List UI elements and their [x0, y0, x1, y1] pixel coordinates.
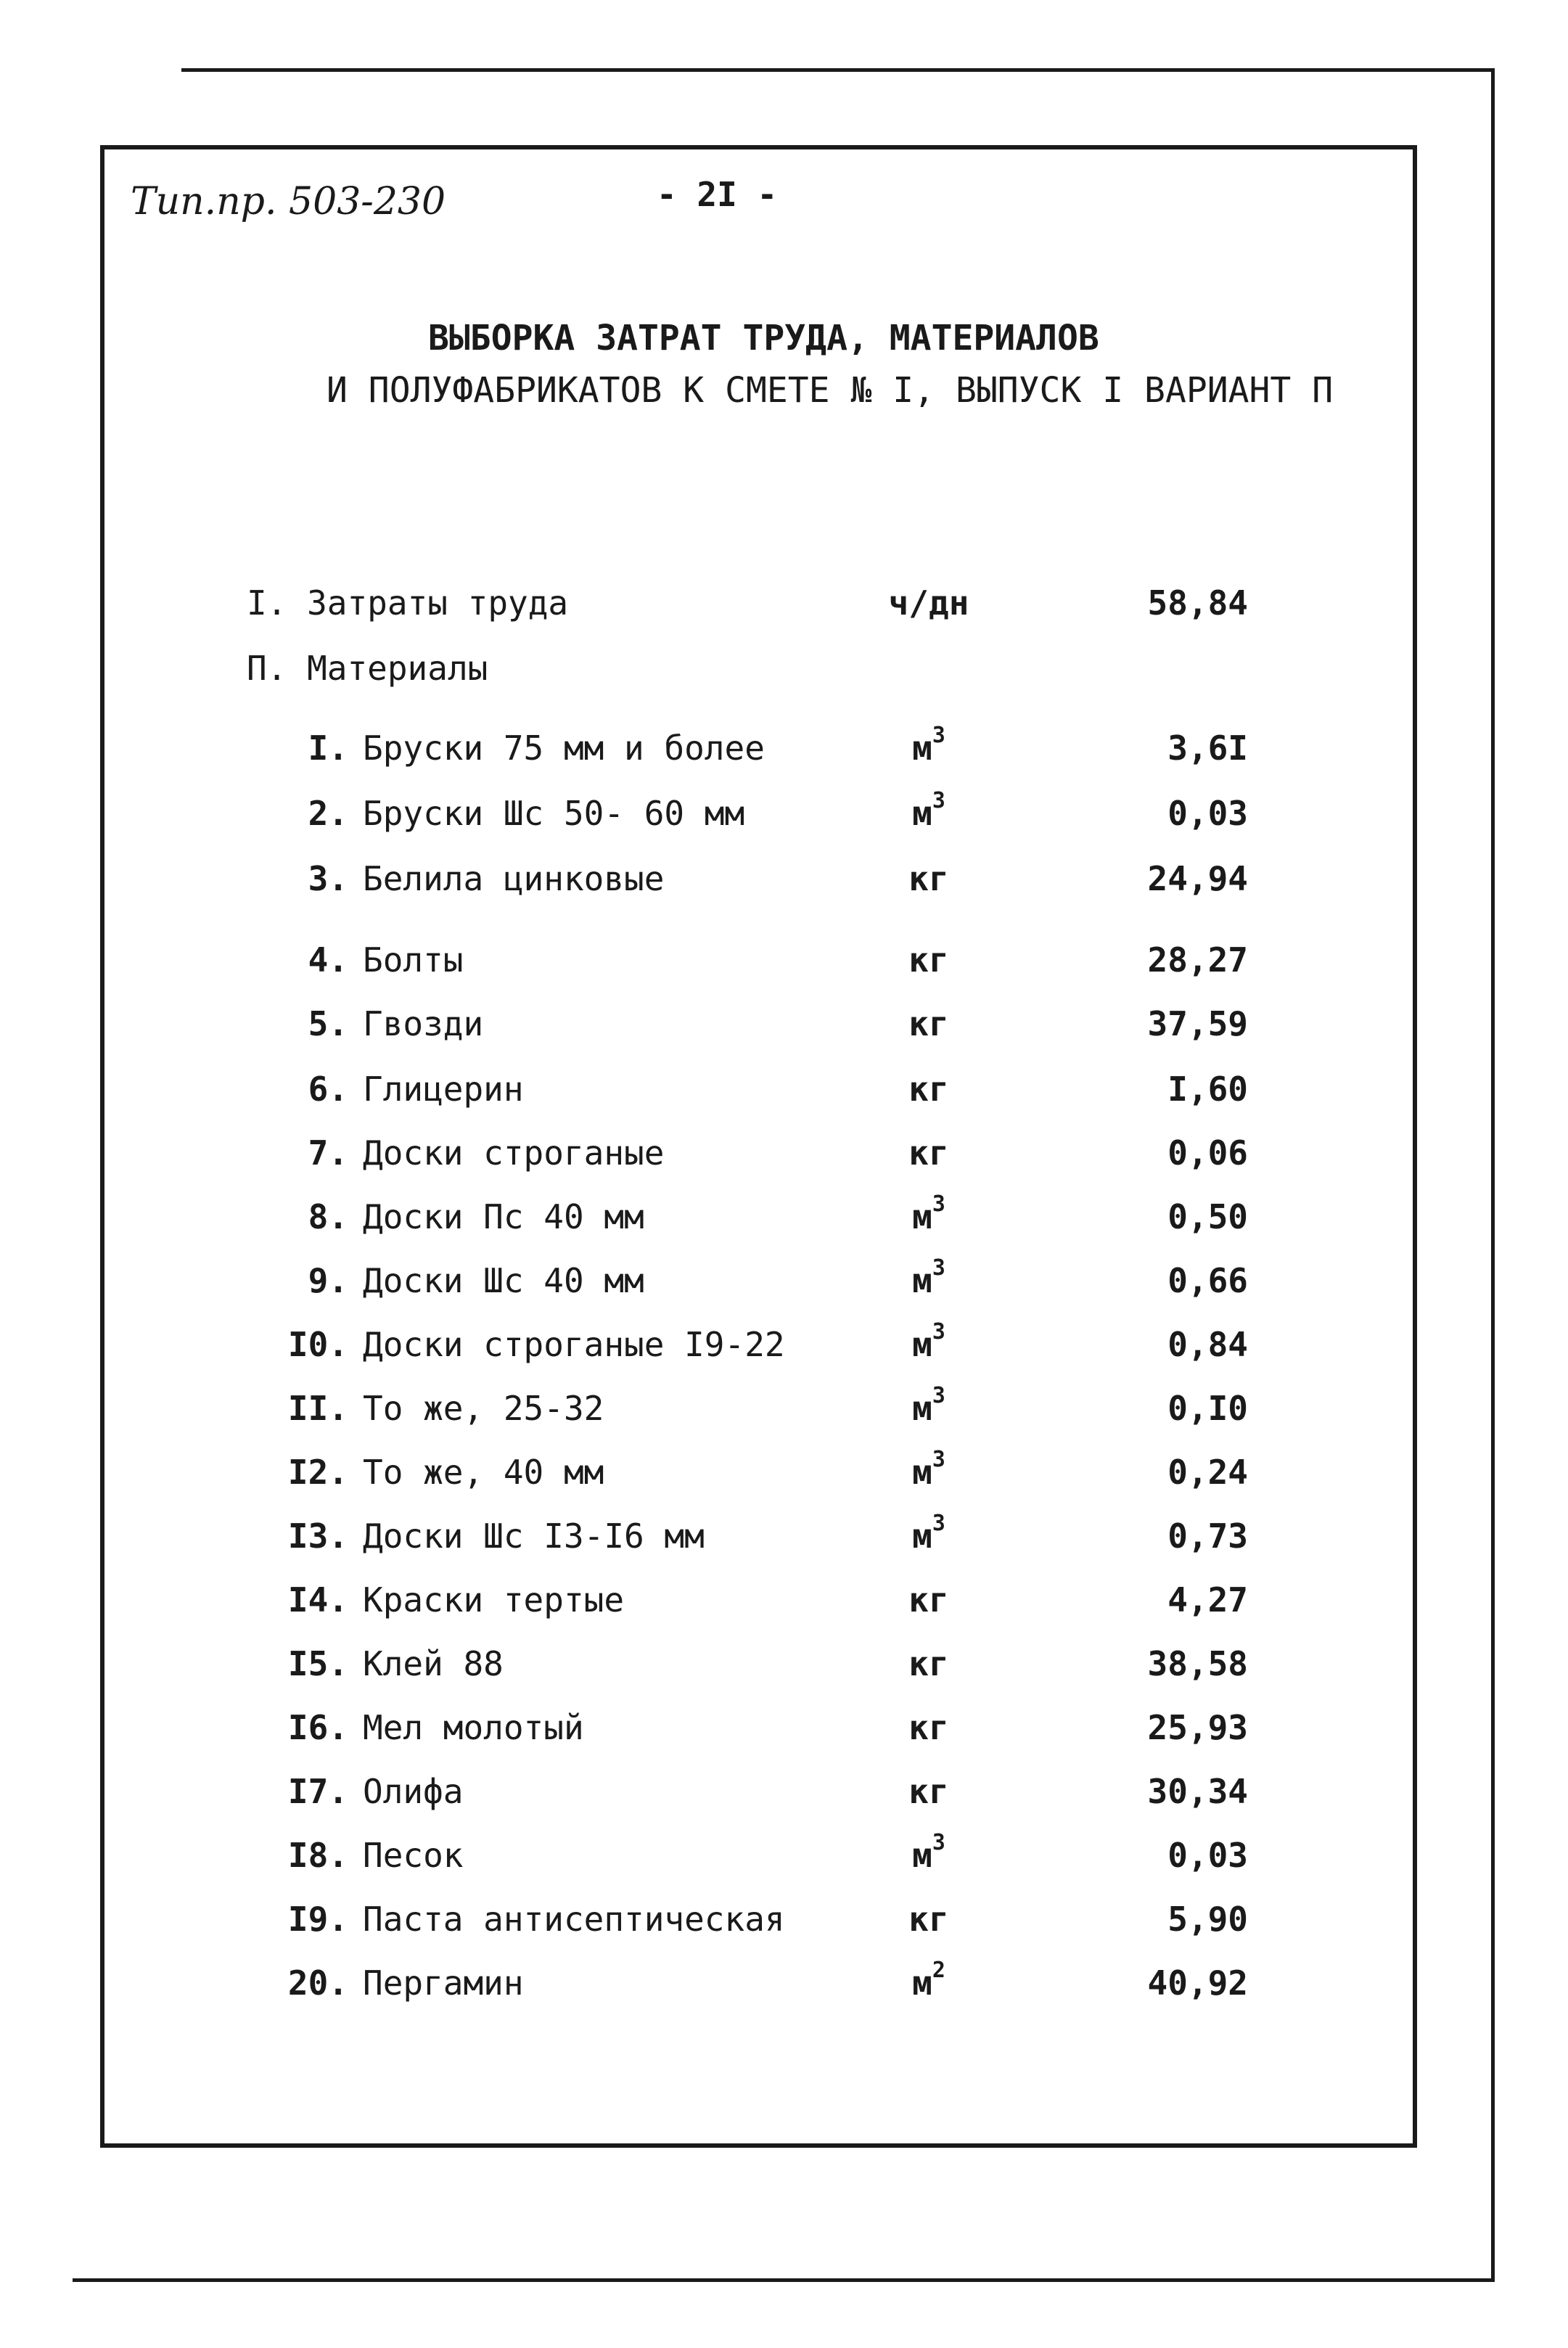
material-unit-exponent: 3	[932, 1447, 945, 1473]
labor-costs-value: 58,84	[1147, 583, 1248, 623]
material-name: Глицерин	[363, 1070, 524, 1109]
material-number: 7.	[308, 1133, 348, 1173]
material-unit-base: м	[912, 1453, 932, 1492]
material-name: Бруски 75 мм и более	[363, 728, 765, 768]
material-unit	[849, 1772, 1009, 1811]
material-unit	[849, 1644, 1009, 1683]
material-number: 6.	[308, 1070, 348, 1109]
material-name: Бруски Шс 50- 60 мм	[363, 794, 745, 833]
material-quantity: I,60	[1167, 1070, 1248, 1109]
material-quantity: 0,50	[1167, 1197, 1248, 1236]
material-number: I2.	[287, 1453, 348, 1492]
material-number: I3.	[287, 1516, 348, 1556]
material-name: Мел молотый	[363, 1708, 584, 1747]
material-unit-exponent: 3	[932, 788, 945, 814]
material-quantity: 3,6I	[1167, 728, 1248, 768]
material-name: Паста антисептическая	[363, 1900, 785, 1939]
material-number: 20.	[287, 1963, 348, 2003]
material-number: I.	[308, 728, 348, 768]
material-unit	[849, 1191, 1009, 1236]
material-unit-exponent: 3	[932, 1319, 945, 1345]
material-unit-base: кг	[908, 1580, 949, 1620]
material-name: Белила цинковые	[363, 859, 665, 898]
page-number: - 2I -	[657, 175, 778, 214]
material-unit-base: м	[912, 1325, 932, 1364]
material-unit-base: м	[912, 794, 932, 833]
material-unit	[849, 1319, 1009, 1364]
material-unit-base: м	[912, 1197, 932, 1236]
material-name: Доски строганые	[363, 1133, 665, 1173]
material-unit	[849, 1708, 1009, 1747]
material-unit-exponent: 2	[932, 1958, 945, 1984]
material-name: Гвозди	[363, 1004, 484, 1043]
material-unit	[849, 1580, 1009, 1620]
material-unit-base: кг	[908, 1004, 949, 1043]
material-unit-exponent: 3	[932, 1830, 945, 1856]
material-quantity: 0,24	[1167, 1453, 1248, 1492]
material-number: I7.	[287, 1772, 348, 1811]
material-unit	[849, 1004, 1009, 1043]
material-number: 4.	[308, 940, 348, 980]
material-name: Доски Шс I3-I6 мм	[363, 1516, 705, 1556]
material-unit	[849, 1070, 1009, 1109]
material-unit-exponent: 3	[932, 1383, 945, 1409]
material-unit	[849, 1958, 1009, 2003]
material-unit-base: м	[912, 728, 932, 768]
material-unit-base: кг	[908, 1070, 949, 1109]
material-unit-base: кг	[908, 1644, 949, 1683]
material-quantity: 30,34	[1147, 1772, 1248, 1811]
material-quantity: 5,90	[1167, 1900, 1248, 1939]
material-name: Краски тертые	[363, 1580, 625, 1620]
material-name: Клей 88	[363, 1644, 504, 1683]
material-unit	[849, 859, 1009, 898]
material-unit-base: м	[912, 1516, 932, 1556]
labor-costs-unit: ч/дн	[888, 583, 969, 623]
material-number: 5.	[308, 1004, 348, 1043]
material-name: То же, 25-32	[363, 1389, 604, 1428]
material-quantity: 40,92	[1147, 1963, 1248, 2003]
material-unit	[849, 788, 1009, 833]
material-unit	[849, 1511, 1009, 1556]
material-unit-exponent: 3	[932, 1511, 945, 1537]
material-quantity: 25,93	[1147, 1708, 1248, 1747]
material-unit	[849, 1133, 1009, 1173]
material-unit-base: кг	[908, 859, 949, 898]
material-name: Болты	[363, 940, 464, 980]
bottom-rule	[73, 2278, 1495, 2282]
material-unit	[849, 1383, 1009, 1428]
document-title-line1: ВЫБОРКА ЗАТРАТ ТРУДА, МАТЕРИАЛОВ	[428, 318, 1099, 358]
materials-heading: П. Материалы	[247, 649, 488, 688]
labor-costs-label: I. Затраты труда	[247, 583, 569, 623]
document-reference: Тип.пр. 503-230	[131, 180, 446, 223]
material-quantity: 0,I0	[1167, 1389, 1248, 1428]
material-unit-exponent: 3	[932, 1255, 945, 1281]
material-unit-base: кг	[908, 1133, 949, 1173]
material-unit	[849, 723, 1009, 768]
material-quantity: 0,66	[1167, 1261, 1248, 1300]
material-unit	[849, 1900, 1009, 1939]
material-number: I9.	[287, 1900, 348, 1939]
material-number: I4.	[287, 1580, 348, 1620]
material-unit-base: кг	[908, 1708, 949, 1747]
material-number: II.	[287, 1389, 348, 1428]
material-unit-exponent: 3	[932, 1191, 945, 1218]
material-unit-base: м	[912, 1389, 932, 1428]
right-rule	[1491, 68, 1495, 2281]
material-number: 2.	[308, 794, 348, 833]
top-rule	[181, 68, 1495, 72]
material-quantity: 0,73	[1167, 1516, 1248, 1556]
material-unit	[849, 940, 1009, 980]
material-number: I6.	[287, 1708, 348, 1747]
material-unit-base: м	[912, 1963, 932, 2003]
material-quantity: 38,58	[1147, 1644, 1248, 1683]
material-number: I0.	[287, 1325, 348, 1364]
material-name: Доски Пс 40 мм	[363, 1197, 644, 1236]
material-unit	[849, 1255, 1009, 1300]
material-quantity: 0,06	[1167, 1133, 1248, 1173]
material-unit-base: кг	[908, 1900, 949, 1939]
material-number: 3.	[308, 859, 348, 898]
material-name: Олифа	[363, 1772, 464, 1811]
material-name: Песок	[363, 1836, 464, 1875]
material-quantity: 24,94	[1147, 859, 1248, 898]
material-quantity: 0,03	[1167, 1836, 1248, 1875]
material-number: I5.	[287, 1644, 348, 1683]
material-unit-base: м	[912, 1836, 932, 1875]
material-unit-base: кг	[908, 1772, 949, 1811]
material-unit-base: кг	[908, 940, 949, 980]
material-name: Доски Шс 40 мм	[363, 1261, 644, 1300]
material-unit	[849, 1447, 1009, 1492]
material-number: I8.	[287, 1836, 348, 1875]
material-name: Пергамин	[363, 1963, 524, 2003]
material-quantity: 0,84	[1167, 1325, 1248, 1364]
material-quantity: 0,03	[1167, 794, 1248, 833]
material-name: То же, 40 мм	[363, 1453, 604, 1492]
material-unit	[849, 1830, 1009, 1875]
material-quantity: 28,27	[1147, 940, 1248, 980]
material-number: 9.	[308, 1261, 348, 1300]
material-unit-base: м	[912, 1261, 932, 1300]
material-quantity: 4,27	[1167, 1580, 1248, 1620]
document-title-line2: И ПОЛУФАБРИКАТОВ К СМЕТЕ № I, ВЫПУСК I ВАРИАНТ П	[327, 370, 1334, 411]
material-number: 8.	[308, 1197, 348, 1236]
material-name: Доски строганые I9-22	[363, 1325, 785, 1364]
material-quantity: 37,59	[1147, 1004, 1248, 1043]
material-unit-exponent: 3	[932, 723, 945, 749]
